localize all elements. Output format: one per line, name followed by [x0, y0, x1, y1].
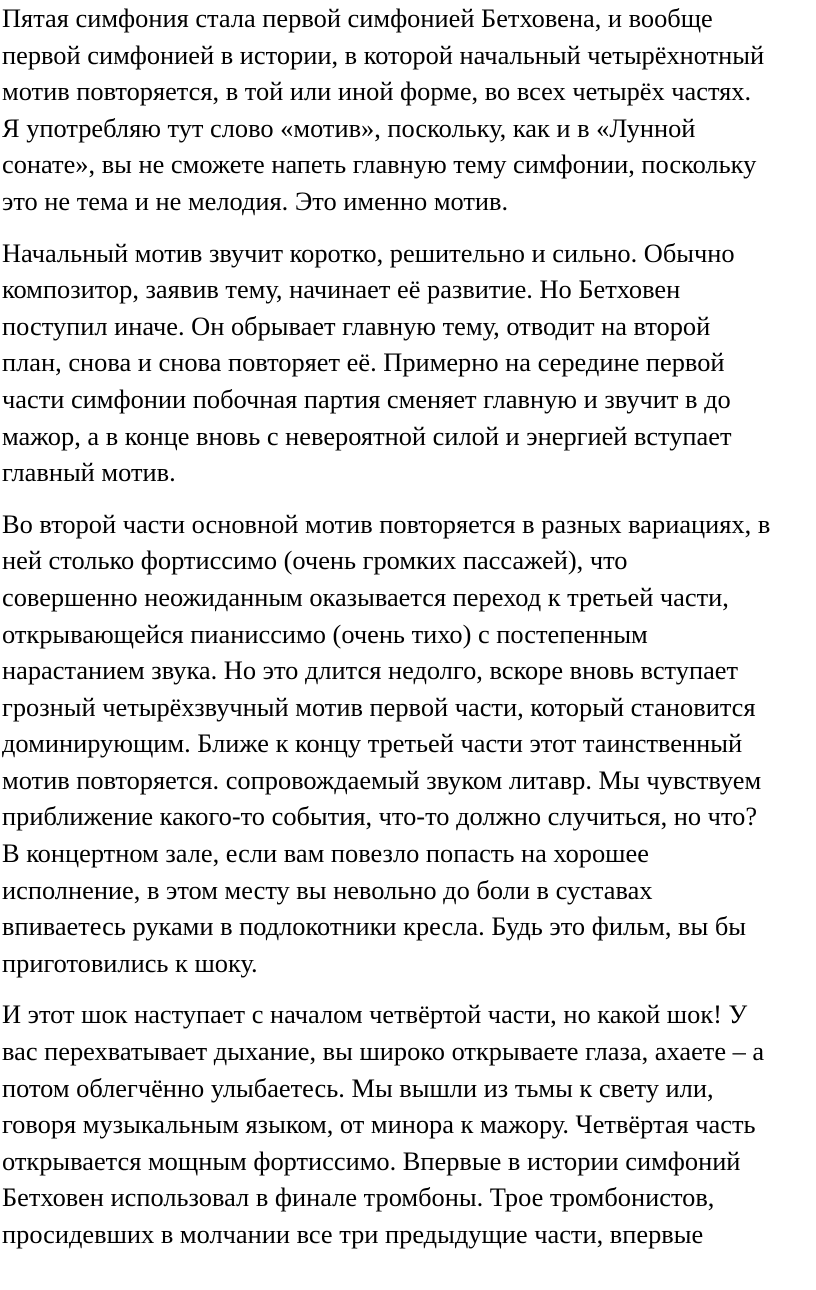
text-line: Бетховен использовал в финале тромбоны. Трое тромбонистов, [2, 1182, 715, 1213]
text-line: открывающейся пианиссимо (очень тихо) с постепенным [2, 618, 648, 649]
document-body [2, 0, 814, 1268]
text-line: композитор, заявив тему, начинает её развитие. Но Бетховен [2, 274, 681, 305]
text-line: части симфонии побочная партия сменяет главную и звучит в до [2, 383, 731, 414]
text-line: Я употребляю тут слово «мотив», поскольку, как и в «Лунной [2, 112, 696, 143]
text-line: вас перехватывает дыхание, вы широко открываете глаза, ахаете – а [2, 1036, 765, 1067]
text-line: И этот шок наступает с началом четвёртой части, но какой шок! У [2, 999, 748, 1030]
text-line: приготовились к шоку. [2, 947, 258, 978]
text-line: поступил иначе. Он обрывает главную тему, отводит на второй [2, 310, 711, 341]
text-line: главный мотив. [2, 457, 176, 488]
text-line: грозный четырёхзвучный мотив первой части, который становится [2, 691, 756, 722]
text-line: совершенно неожиданным оказывается переход к третьей части, [2, 581, 729, 612]
text-line: мажор, а в конце вновь с невероятной силой и энергией вступает [2, 420, 732, 451]
text-line: В концертном зале, если вам повезло попасть на хорошее [2, 838, 649, 869]
text-line: доминирующим. Ближе к концу третьей части этот таинственный [2, 728, 743, 759]
text-line: сонате», вы не сможете напеть главную тему симфонии, поскольку [2, 149, 757, 180]
text-line: открывается мощным фортиссимо. Впервые в истории симфоний [2, 1145, 741, 1176]
paragraph-2 [2, 235, 814, 491]
text-line: ней столько фортиссимо (очень громких пассажей), что [2, 545, 628, 576]
paragraph-4 [2, 996, 814, 1252]
text-line: Начальный мотив звучит коротко, решительно и сильно. Обычно [2, 237, 735, 268]
text-line: приближение какого-то события, что-то должно случиться, но что? [2, 801, 758, 832]
text-line: потом облегчённо улыбаетесь. Мы вышли из тьмы к свету или, [2, 1072, 714, 1103]
text-line: Во второй части основной мотив повторяется в разных вариациях, в [2, 508, 771, 539]
text-line: исполнение, в этом месту вы невольно до боли в суставах [2, 874, 653, 905]
text-line: это не тема и не мелодия. Это именно мотив. [2, 185, 509, 216]
text-line: впиваетесь руками в подлокотники кресла. Будь это фильм, вы бы [2, 911, 747, 942]
text-line: говоря музыкальным языком, от минора к мажору. Четвёртая часть [2, 1109, 756, 1140]
text-line: первой симфонией в истории, в которой начальный четырёхнотный [2, 39, 765, 70]
text-line: план, снова и снова повторяет её. Примерно на середине первой [2, 347, 725, 378]
text-line: нарастанием звука. Но это длится недолго, вскоре вновь вступает [2, 655, 739, 686]
paragraph-3 [2, 506, 814, 982]
text-line: мотив повторяется, в той или иной форме, во всех четырёх частях. [2, 76, 752, 107]
text-line: Пятая симфония стала первой симфонией Бетховена, и вообще [2, 3, 713, 33]
paragraph-1 [2, 0, 814, 220]
text-line: мотив повторяется. сопровождаемый звуком литавр. Мы чувствуем [2, 764, 762, 795]
text-line: просидевших в молчании все три предыдущие части, впервые [2, 1219, 704, 1249]
